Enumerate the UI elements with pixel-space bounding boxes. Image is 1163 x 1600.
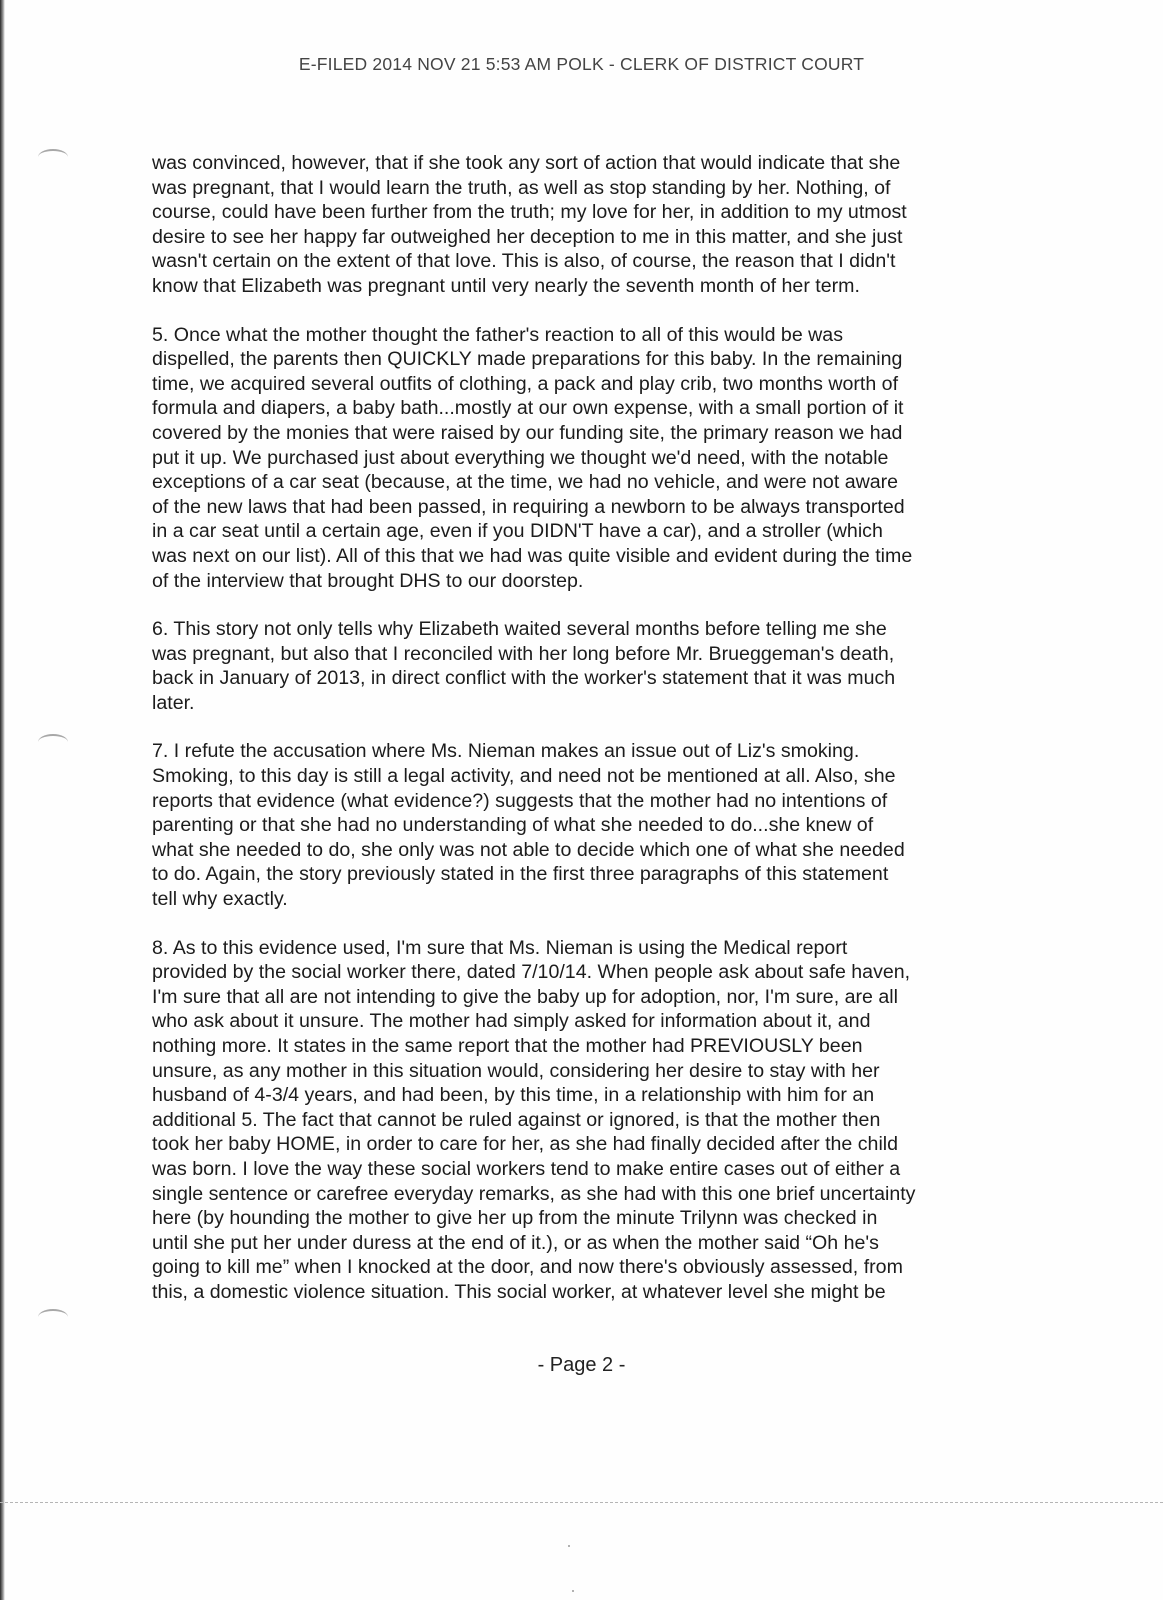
scan-dust-speck — [568, 1545, 570, 1547]
paragraph-continuation: was convinced, however, that if she took any sort of action that would indicate that she was pregnant, that I would learn the truth, as well as stop standing by her. Nothing, of course, could have been further from the truth; my love for her, in addition to my utmost desire to see her happy far outweighed her deception to me in this matter, and she just wasn't certain on the extent of that love. This is also, of course, the reason that I didn't know that Elizabeth was pregnant until very nearly the seventh month of her term. — [152, 152, 907, 297]
punch-hole-mark — [38, 149, 68, 165]
statement-body — [152, 151, 1022, 1329]
paragraph-8: 8. As to this evidence used, I'm sure that Ms. Nieman is using the Medical report provided by the social worker there, dated 7/10/14. When people ask about safe haven, I'm sure that all are not intending to give the baby up for adoption, nor, I'm sure, are all who ask about it unsure. The mother had simply asked for information about it, and nothing more. It states in the same report that the mother had PREVIOUSLY been unsure, as any mother in this situation would, considering her desire to stay with her husband of 4-3/4 years, and had been, by this time, in a relationship with him for an additional 5. The fact that cannot be ruled against or ignored, is that the mother then took her baby HOME, in order to care for her, as she had finally decided after the child was born. I love the way these social workers tend to make entire cases out of either a single sentence or carefree everyday remarks, as she had with this one brief uncertainty here (by hounding the mother to give her up from the minute Trilynn was checked in until she put her under duress at the end of it.), or as when the mother said “Oh he's going to kill me” when I knocked at the door, and now there's obviously assessed, from this, a domestic violence situation. This social worker, at whatever level she might be — [152, 936, 916, 1303]
scan-artifact-line — [0, 1502, 1163, 1503]
punch-hole-mark — [38, 1309, 68, 1325]
paragraph-5: 5. Once what the mother thought the father's reaction to all of this would be was dispelled, the parents then QUICKLY made preparations for this baby. In the remaining time, we acquired several outfits of clothing, a pack and play crib, two months worth of formula and diapers, a baby bath...mostly at our own expense, with a small portion of it covered by the monies that were raised by our funding site, the primary reason we had put it up. We purchased just about everything we thought we'd need, with the notable exceptions of a car seat (because, at the time, we had no vehicle, and were not aware of the new laws that had been passed, in requiring a newborn to be always transported in a car seat until a certain age, even if you DIDN'T have a car), and a stroller (which was next on our list). All of this that we had was quite visible and evident during the time of the interview that brought DHS to our doorstep. — [152, 323, 913, 592]
filing-stamp-header: E-FILED 2014 NOV 21 5:53 AM POLK - CLERK OF DISTRICT COURT — [298, 54, 865, 74]
punch-hole-mark — [38, 734, 68, 750]
page-number: - Page 2 - — [537, 1354, 626, 1376]
scan-dust-speck — [572, 1590, 574, 1592]
paragraph-7: 7. I refute the accusation where Ms. Nieman makes an issue out of Liz's smoking. Smoking, to this day is still a legal activity, and need not be mentioned at all. Also, she reports that evidence (what evidence?) suggests that the mother had no intentions of parenting or that she had no understanding of what she needed to do...she knew of what she needed to do, she only was not able to decide which one of what she needed to do. Again, the story previously stated in the first three paragraphs of this statement tell why exactly. — [152, 740, 905, 911]
paragraph-6: 6. This story not only tells why Elizabeth waited several months before telling me she was pregnant, but also that I reconciled with her long before Mr. Brueggeman's death, back in January of 2013, in direct conflict with the worker's statement that it was much later. — [152, 618, 896, 714]
